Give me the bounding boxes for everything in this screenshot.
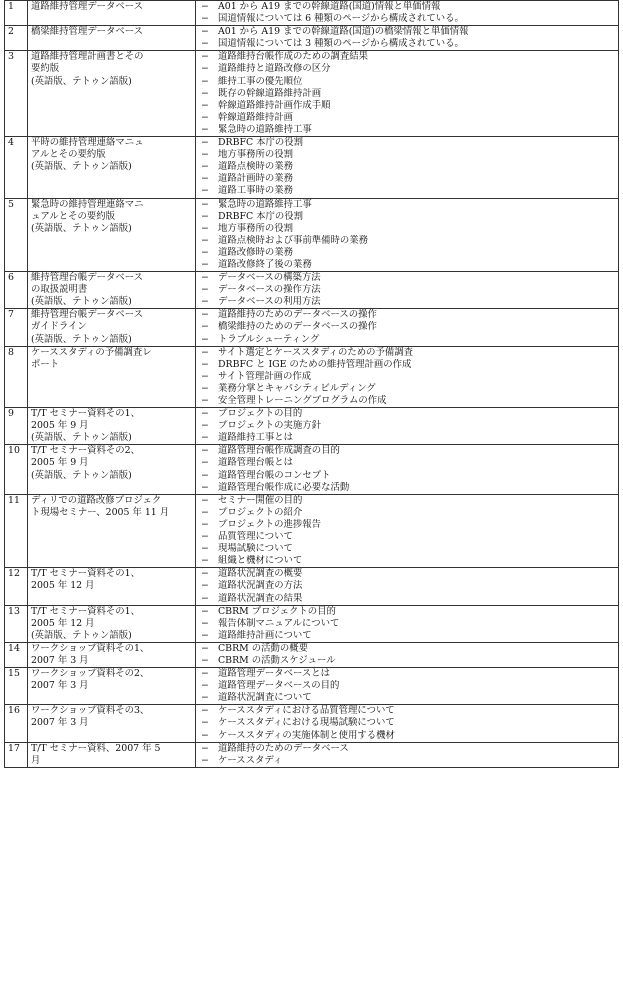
content-item-text: DRBFC 本庁の役割 [218,210,303,222]
content-item-text: ケーススタディ [218,754,283,766]
bullet-dash: − [201,705,209,717]
content-item [199,1,615,13]
document-title-line: ト現場セミナー、2005 年 11 月 [31,506,170,518]
bullet-dash: − [201,87,209,99]
document-title-line: 2005 年 9 月 [31,420,89,432]
content-item [199,100,615,112]
content-item [199,272,615,284]
row-number: 13 [5,605,28,642]
row-number: 12 [5,568,28,605]
contents-cell [196,51,619,137]
content-item-text: 道路管理台帳作成に必要な活動 [218,481,350,493]
bullet-dash: − [201,494,209,506]
contents-cell [196,668,619,705]
document-title-line: 緊急時の維持管理連絡マニ [31,198,144,210]
document-title-line: 維持管理台帳データベース [31,309,144,321]
row-number: 10 [5,445,28,494]
content-item-text: CBRM の活動スケジュール [218,654,336,666]
bullet-dash: − [201,346,209,358]
content-item [199,555,615,567]
row-number: 11 [5,494,28,568]
row-number: 6 [5,272,28,309]
document-title-line: ディリでの道路改修プロジェク [31,494,162,506]
bullet-dash: − [201,506,209,518]
document-title-line: (英語版、テトゥン語版) [31,333,132,345]
bullet-dash: − [201,668,209,680]
content-item-text: トラブルシューティング [218,333,320,345]
content-item [199,371,615,383]
document-title-line: 2007 年 3 月 [31,654,89,666]
document-title-cell [28,26,196,51]
contents-cell [196,1,619,26]
bullet-dash: − [201,149,209,161]
document-title-line: 2005 年 12 月 [31,617,95,629]
bullet-dash: − [201,222,209,234]
content-item-text: 道路管理データベースとは [218,668,331,680]
contents-cell [196,309,619,346]
bullet-dash: − [201,309,209,321]
document-title-line: (英語版、テトゥン語版) [31,296,132,308]
document-title-line: ケーススタディの予備調査レ [31,346,152,358]
bullet-dash: − [201,692,209,704]
content-item [199,347,615,359]
document-title-line: 月 [31,754,41,766]
content-item-text: CBRM の活動の概要 [218,642,308,654]
contents-cell [196,198,619,272]
content-item-text: 道路管理データベースの目的 [218,680,340,692]
content-item [199,383,615,395]
content-item-text: 維持工事の優先順位 [218,75,303,87]
document-title-line: (英語版、テトゥン語版) [31,629,132,641]
document-title-cell [28,642,196,667]
content-item [199,519,615,531]
content-item-text: 幹線道路維持計画 [218,111,294,123]
document-title-line: アルとその要約版 [31,149,106,161]
row-number: 17 [5,742,28,767]
content-item [199,124,615,136]
document-title-line: ワークショップ資料その1、 [31,642,150,654]
content-item [199,730,615,742]
bullet-dash: − [201,370,209,382]
content-item [199,296,615,308]
content-item-text: 道路管理台帳のコンセプト [218,469,331,481]
document-title-cell [28,445,196,494]
content-item-text: プロジェクトの進捗報告 [218,518,321,530]
document-title-line: ポート [31,358,60,370]
document-title-line: 維持管理台帳データベース [31,272,144,284]
document-title-line: ュアルとその要約版 [31,210,116,222]
bullet-dash: − [201,38,209,50]
content-item [199,112,615,124]
table-row [5,51,619,137]
table-row [5,198,619,272]
document-title-line: 2007 年 3 月 [31,717,89,729]
content-item [199,743,615,755]
content-item-text: 既存の幹線道路維持計画 [218,87,322,99]
document-title-cell [28,1,196,26]
bullet-dash: − [201,51,209,63]
content-item-text: データベースの構築方法 [218,272,321,284]
content-item-text: 組織と機材について [218,555,303,567]
content-item [199,668,615,680]
bullet-dash: − [201,382,209,394]
bullet-dash: − [201,26,209,38]
content-item [199,284,615,296]
bullet-dash: − [201,457,209,469]
document-title-line: (英語版、テトゥン語版) [31,432,132,444]
contents-cell [196,346,619,407]
content-item [199,568,615,580]
table-row [5,494,619,568]
bullet-dash: − [201,272,209,284]
content-item-text: 道路点検時および事前準備時の業務 [218,234,369,246]
row-number: 14 [5,642,28,667]
content-item-text: データベースの利用方法 [218,296,321,308]
document-title-line: T/T セミナー資料、2007 年 5 [31,742,161,754]
contents-cell [196,568,619,605]
bullet-dash: − [201,654,209,666]
content-item-text: 道路計画時の業務 [218,173,294,185]
bullet-dash: − [201,432,209,444]
content-item [199,470,615,482]
content-item [199,76,615,88]
content-item-text: 国道情報については 6 種類のページから構成されている。 [218,13,464,25]
content-item [199,755,615,767]
contents-cell [196,494,619,568]
content-item [199,606,615,618]
row-number: 15 [5,668,28,705]
contents-cell [196,705,619,742]
bullet-dash: − [201,1,209,12]
bullet-dash: − [201,185,209,197]
content-item [199,88,615,100]
document-title-line: 道路維持管理データベース [31,1,144,12]
bullet-dash: − [201,198,209,210]
table-row [5,568,619,605]
contents-cell [196,137,619,198]
bullet-dash: − [201,742,209,754]
document-title-line: T/T セミナー資料その1、 [31,408,140,420]
document-title-line: 平時の維持管理連絡マニュ [31,137,144,149]
content-item [199,643,615,655]
content-item-text: A01 から A19 までの幹線道路(国道)情報と単価情報 [218,1,441,12]
bullet-dash: − [201,729,209,741]
content-item [199,26,615,38]
table-row [5,642,619,667]
row-number: 1 [5,1,28,26]
bullet-dash: − [201,592,209,604]
content-item-text: DRBFC 本庁の役割 [218,137,303,149]
content-item-text: 国道情報については 3 種類のページから構成されている。 [218,38,464,50]
document-title-cell [28,198,196,272]
bullet-dash: − [201,555,209,567]
document-title-line: ガイドライン [31,321,87,333]
bullet-dash: − [201,210,209,222]
row-number: 3 [5,51,28,137]
bullet-dash: − [201,284,209,296]
content-item-text: ケーススタディにおける現場試験について [218,717,395,729]
contents-cell [196,642,619,667]
document-title-line: 要約版 [31,63,60,75]
content-item-text: 道路維持と道路改修の区分 [218,63,331,75]
content-item [199,543,615,555]
content-item [199,680,615,692]
content-item-text: 品質管理について [218,531,293,543]
content-item-text: 道路維持のためのデータベース [218,742,349,754]
bullet-dash: − [201,680,209,692]
bullet-dash: − [201,580,209,592]
content-item [199,359,615,371]
content-item [199,137,615,149]
content-item [199,618,615,630]
document-title-cell [28,51,196,137]
content-item [199,185,615,197]
bullet-dash: − [201,258,209,270]
content-item [199,149,615,161]
content-item-text: 道路管理台帳とは [218,457,294,469]
bullet-dash: − [201,123,209,135]
table-row [5,309,619,346]
bullet-dash: − [201,408,209,420]
bullet-dash: − [201,754,209,766]
content-item-text: ケーススタディの実施体制と使用する機材 [218,729,395,741]
bullet-dash: − [201,333,209,345]
bullet-dash: − [201,420,209,432]
content-item-text: 道路改修時の業務 [218,246,294,258]
document-title-cell [28,568,196,605]
contents-cell [196,605,619,642]
content-item-text: 道路改修終了後の業務 [218,258,312,270]
document-title-cell [28,309,196,346]
contents-cell [196,26,619,51]
content-item-text: CBRM プロジェクトの目的 [218,605,336,617]
bullet-dash: − [201,173,209,185]
content-item-text: A01 から A19 までの幹線道路(国道)の橋梁情報と単価情報 [218,26,469,38]
content-item [199,531,615,543]
document-title-cell [28,408,196,445]
content-item [199,13,615,25]
content-item [199,593,615,605]
content-item-text: 緊急時の道路維持工事 [218,123,312,135]
bullet-dash: − [201,395,209,406]
bullet-dash: − [201,234,209,246]
content-item [199,408,615,420]
bullet-dash: − [201,111,209,123]
table-row [5,668,619,705]
content-item [199,482,615,494]
content-item [199,717,615,729]
content-item-text: 道路状況調査の概要 [218,568,303,580]
row-number: 2 [5,26,28,51]
document-title-line: (英語版、テトゥン語版) [31,469,132,481]
row-number: 8 [5,346,28,407]
content-item [199,161,615,173]
table-row [5,742,619,767]
bullet-dash: − [201,137,209,149]
content-item [199,507,615,519]
table-row [5,272,619,309]
content-item [199,321,615,333]
content-item-text: 地方事務所の役割 [218,149,294,161]
content-item [199,457,615,469]
content-item-text: 道路状況調査について [218,692,312,704]
contents-cell [196,445,619,494]
document-title-line: (英語版、テトゥン語版) [31,222,132,234]
content-item [199,247,615,259]
bullet-dash: − [201,445,209,457]
content-item-text: ケーススタディにおける品質管理について [218,705,395,717]
content-item-text: 道路維持計画について [218,629,312,641]
table-row [5,445,619,494]
table-row [5,1,619,26]
content-item-text: セミナー開催の目的 [218,494,303,506]
content-item-text: 安全管理トレーニングプログラムの作成 [218,395,387,406]
bullet-dash: − [201,629,209,641]
document-title-cell [28,705,196,742]
content-item [199,705,615,717]
document-title-line: 2007 年 3 月 [31,680,89,692]
content-item [199,309,615,321]
content-item-text: 業務分掌とキャパシティビルディング [218,382,376,394]
content-item-text: DRBFC と IGE のための維持管理計画の作成 [218,358,412,370]
content-item-text: プロジェクトの目的 [218,408,303,420]
bullet-dash: − [201,531,209,543]
content-item-text: 道路状況調査の方法 [218,580,303,592]
table-row [5,605,619,642]
content-item [199,259,615,271]
bullet-dash: − [201,161,209,173]
content-item-text: 道路点検時の業務 [218,161,294,173]
bullet-dash: − [201,617,209,629]
document-title-cell [28,346,196,407]
document-title-line: T/T セミナー資料その1、 [31,568,140,580]
content-item-text: サイト管理計画の作成 [218,370,312,382]
bullet-dash: − [201,246,209,258]
content-item [199,580,615,592]
table-row [5,137,619,198]
table-body [5,1,619,768]
document-title-line: の取扱説明書 [31,284,88,296]
content-item-text: 地方事務所の役割 [218,222,294,234]
document-title-line: ワークショップ資料その2、 [31,668,150,680]
bullet-dash: − [201,568,209,580]
bullet-dash: − [201,321,209,333]
document-title-line: 2005 年 9 月 [31,457,89,469]
document-title-cell [28,668,196,705]
row-number: 5 [5,198,28,272]
bullet-dash: − [201,469,209,481]
content-item [199,495,615,507]
document-title-cell [28,742,196,767]
bullet-dash: − [201,13,209,25]
content-item-text: 緊急時の道路維持工事 [218,198,312,210]
document-title-line: (英語版、テトゥン語版) [31,75,132,87]
document-title-line: ワークショップ資料その3、 [31,705,150,717]
content-item [199,173,615,185]
bullet-dash: − [201,642,209,654]
content-item [199,395,615,407]
content-item-text: データベースの操作方法 [218,284,321,296]
content-item-text: 道路維持台帳作成のための調査結果 [218,51,369,63]
content-item-text: サイト選定とケーススタディのための予備調査 [218,346,413,358]
content-item-text: 幹線道路維持計画作成手順 [218,99,331,111]
content-item [199,692,615,704]
content-item [199,445,615,457]
content-item [199,432,615,444]
content-item [199,630,615,642]
content-item-text: プロジェクトの実施方針 [218,420,321,432]
table-row [5,705,619,742]
content-item-text: 道路工事時の業務 [218,185,294,197]
table-row [5,346,619,407]
bullet-dash: − [201,99,209,111]
contents-cell [196,742,619,767]
content-item-text: 道路維持工事とは [218,432,294,444]
content-item [199,655,615,667]
document-title-cell [28,605,196,642]
bullet-dash: − [201,518,209,530]
content-item [199,63,615,75]
table-row [5,26,619,51]
content-item [199,223,615,235]
document-title-cell [28,494,196,568]
bullet-dash: − [201,296,209,308]
content-item-text: 橋梁維持のためのデータベースの操作 [218,321,377,333]
content-item [199,334,615,346]
row-number: 4 [5,137,28,198]
document-title-line: (英語版、テトゥン語版) [31,161,132,173]
content-item-text: 報告体制マニュアルについて [218,617,340,629]
bullet-dash: − [201,717,209,729]
bullet-dash: − [201,543,209,555]
content-item [199,211,615,223]
content-item-text: 道路状況調査の結果 [218,592,303,604]
content-item [199,235,615,247]
document-table [4,0,619,768]
row-number: 16 [5,705,28,742]
bullet-dash: − [201,358,209,370]
bullet-dash: − [201,63,209,75]
table-row [5,408,619,445]
content-item-text: 現場試験について [218,543,293,555]
bullet-dash: − [201,75,209,87]
document-title-line: 橋梁維持管理データベース [31,26,144,38]
row-number: 9 [5,408,28,445]
content-item [199,51,615,63]
content-item [199,38,615,50]
document-title-line: 2005 年 12 月 [31,580,95,592]
content-item-text: 道路管理台帳作成調査の目的 [218,445,340,457]
content-item [199,420,615,432]
content-item [199,199,615,211]
contents-cell [196,272,619,309]
document-title-cell [28,272,196,309]
contents-cell [196,408,619,445]
bullet-dash: − [201,605,209,617]
document-title-cell [28,137,196,198]
bullet-dash: − [201,481,209,493]
row-number: 7 [5,309,28,346]
content-item-text: プロジェクトの紹介 [218,506,303,518]
document-title-line: T/T セミナー資料その2、 [31,445,140,457]
document-title-line: T/T セミナー資料その1、 [31,605,140,617]
document-title-line: 道路維持管理計画書とその [31,51,144,63]
content-item-text: 道路維持のためのデータベースの操作 [218,309,377,321]
